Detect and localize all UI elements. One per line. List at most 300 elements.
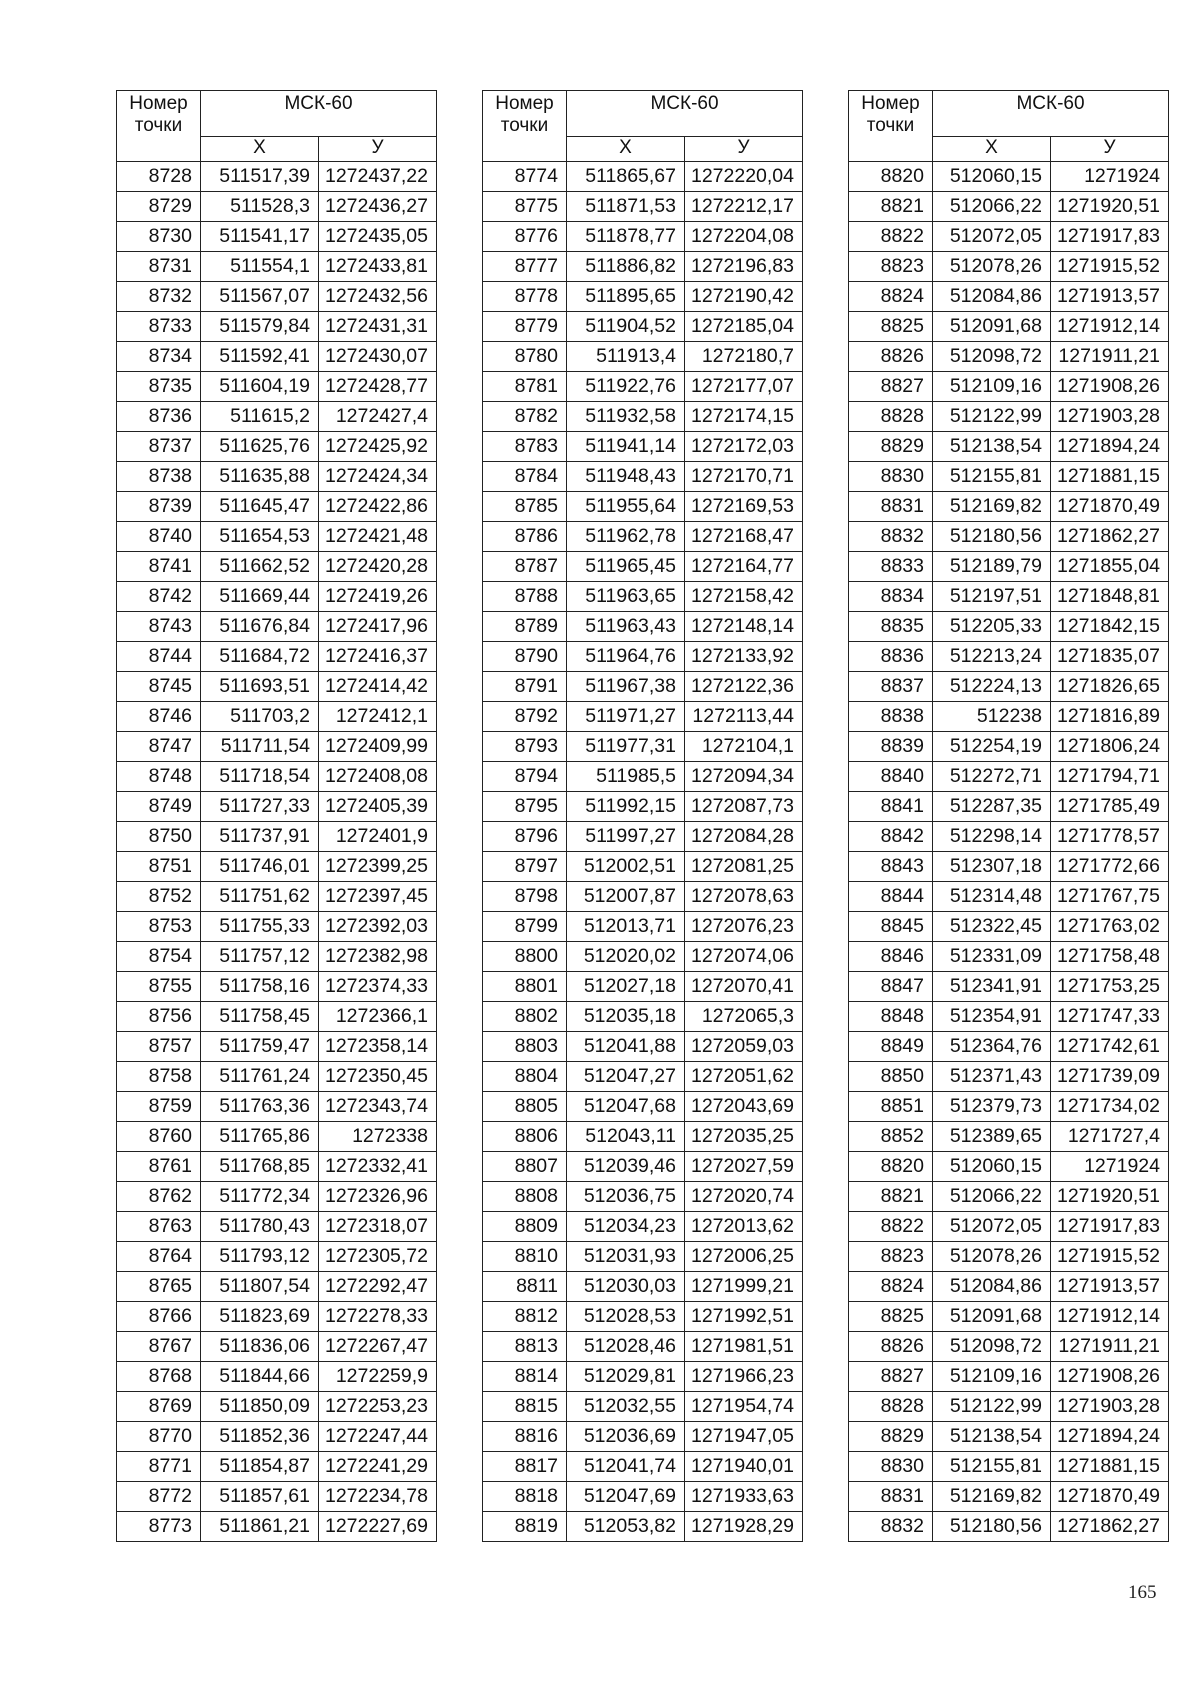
x-coordinate-cell: 512364,76 (933, 1032, 1051, 1062)
table-row (849, 552, 1169, 582)
x-coordinate-cell: 511977,31 (567, 732, 685, 762)
y-coordinate-cell: 1271767,75 (1051, 882, 1169, 912)
y-coordinate-cell: 1272212,17 (685, 192, 803, 222)
y-coordinate-cell: 1272172,03 (685, 432, 803, 462)
x-coordinate-cell: 511554,1 (201, 252, 319, 282)
y-coordinate-cell: 1272259,9 (319, 1362, 437, 1392)
table-row (483, 822, 803, 852)
y-coordinate-cell: 1272350,45 (319, 1062, 437, 1092)
point-number-cell: 8801 (483, 972, 567, 1002)
y-coordinate-cell: 1272074,06 (685, 942, 803, 972)
y-coordinate-cell: 1272405,39 (319, 792, 437, 822)
point-number-cell: 8747 (117, 732, 201, 762)
y-coordinate-cell: 1272401,9 (319, 822, 437, 852)
x-coordinate-cell: 511654,53 (201, 522, 319, 552)
y-coordinate-cell: 1271928,29 (685, 1512, 803, 1542)
y-coordinate-cell: 1271881,15 (1051, 1452, 1169, 1482)
table-row (483, 1302, 803, 1332)
point-number-cell: 8849 (849, 1032, 933, 1062)
point-number-cell: 8781 (483, 372, 567, 402)
x-coordinate-cell: 511964,76 (567, 642, 685, 672)
x-coordinate-cell: 512389,65 (933, 1122, 1051, 1152)
point-number-cell: 8766 (117, 1302, 201, 1332)
table-row (483, 162, 803, 192)
table-row (483, 1032, 803, 1062)
point-number-cell: 8816 (483, 1422, 567, 1452)
point-number-cell: 8836 (849, 642, 933, 672)
point-number-cell: 8759 (117, 1092, 201, 1122)
x-coordinate-cell: 511635,88 (201, 462, 319, 492)
x-coordinate-cell: 511886,82 (567, 252, 685, 282)
point-number-cell: 8783 (483, 432, 567, 462)
table-row (117, 822, 437, 852)
y-coordinate-cell: 1271947,05 (685, 1422, 803, 1452)
point-number-cell: 8755 (117, 972, 201, 1002)
point-number-cell: 8758 (117, 1062, 201, 1092)
x-coordinate-cell: 511517,39 (201, 162, 319, 192)
point-number-cell: 8810 (483, 1242, 567, 1272)
coordinate-system-header: МСК-60 (933, 91, 1169, 137)
table-row (483, 792, 803, 822)
x-coordinate-cell: 512078,26 (933, 1242, 1051, 1272)
x-coordinate-cell: 511895,65 (567, 282, 685, 312)
x-coordinate-cell: 511757,12 (201, 942, 319, 972)
table-row (483, 732, 803, 762)
point-number-cell: 8780 (483, 342, 567, 372)
table-row (849, 1422, 1169, 1452)
page-number: 165 (1128, 1582, 1157, 1603)
table-row (117, 1182, 437, 1212)
table-row (849, 822, 1169, 852)
y-coordinate-cell: 1271981,51 (685, 1332, 803, 1362)
table-row (483, 1392, 803, 1422)
y-coordinate-cell: 1271908,26 (1051, 372, 1169, 402)
point-number-header: Номер точки (849, 91, 933, 162)
y-coordinate-cell: 1271911,21 (1051, 342, 1169, 372)
point-number-cell: 8825 (849, 312, 933, 342)
point-number-cell: 8812 (483, 1302, 567, 1332)
y-coordinate-cell: 1272078,63 (685, 882, 803, 912)
point-number-cell: 8732 (117, 282, 201, 312)
x-coordinate-cell: 512047,27 (567, 1062, 685, 1092)
y-coordinate-cell: 1271747,33 (1051, 1002, 1169, 1032)
x-coordinate-cell: 511693,51 (201, 672, 319, 702)
y-coordinate-cell: 1272027,59 (685, 1152, 803, 1182)
point-number-cell: 8775 (483, 192, 567, 222)
table-row (849, 1302, 1169, 1332)
x-coordinate-cell: 512287,35 (933, 792, 1051, 822)
x-coordinate-cell: 512138,54 (933, 1422, 1051, 1452)
y-coordinate-cell: 1272278,33 (319, 1302, 437, 1332)
table-row (117, 342, 437, 372)
y-coordinate-cell: 1271920,51 (1051, 192, 1169, 222)
point-number-cell: 8776 (483, 222, 567, 252)
point-number-cell: 8852 (849, 1122, 933, 1152)
point-number-cell: 8848 (849, 1002, 933, 1032)
table-row (117, 792, 437, 822)
point-number-cell: 8735 (117, 372, 201, 402)
point-number-cell: 8778 (483, 282, 567, 312)
table-row (849, 672, 1169, 702)
point-number-cell: 8762 (117, 1182, 201, 1212)
point-number-cell: 8733 (117, 312, 201, 342)
x-coordinate-cell: 512043,11 (567, 1122, 685, 1152)
table-row (849, 432, 1169, 462)
table-row (483, 342, 803, 372)
point-number-cell: 8807 (483, 1152, 567, 1182)
table-row (849, 1002, 1169, 1032)
x-coordinate-cell: 512109,16 (933, 372, 1051, 402)
x-coordinate-cell: 512027,18 (567, 972, 685, 1002)
y-coordinate-cell: 1271778,57 (1051, 822, 1169, 852)
x-coordinate-cell: 511615,2 (201, 402, 319, 432)
x-coordinate-cell: 511878,77 (567, 222, 685, 252)
x-coordinate-cell: 511541,17 (201, 222, 319, 252)
x-coordinate-cell: 511662,52 (201, 552, 319, 582)
table-row (849, 702, 1169, 732)
y-coordinate-cell: 1271920,51 (1051, 1182, 1169, 1212)
x-coordinate-cell: 512091,68 (933, 312, 1051, 342)
y-coordinate-cell: 1271835,07 (1051, 642, 1169, 672)
table-row (849, 1332, 1169, 1362)
table-row (117, 492, 437, 522)
point-number-cell: 8841 (849, 792, 933, 822)
table-row (849, 1482, 1169, 1512)
x-coordinate-cell: 511746,01 (201, 852, 319, 882)
point-number-cell: 8800 (483, 942, 567, 972)
y-coordinate-cell: 1272122,36 (685, 672, 803, 702)
y-coordinate-cell: 1271940,01 (685, 1452, 803, 1482)
point-number-cell: 8839 (849, 732, 933, 762)
x-coordinate-cell: 511737,91 (201, 822, 319, 852)
y-coordinate-cell: 1272180,7 (685, 342, 803, 372)
y-coordinate-cell: 1271915,52 (1051, 252, 1169, 282)
point-number-cell: 8787 (483, 552, 567, 582)
x-coordinate-cell: 512314,48 (933, 882, 1051, 912)
point-number-cell: 8744 (117, 642, 201, 672)
x-coordinate-cell: 512020,02 (567, 942, 685, 972)
y-coordinate-cell: 1271924 (1051, 1152, 1169, 1182)
table-row (117, 522, 437, 552)
point-number-cell: 8831 (849, 1482, 933, 1512)
table-row (117, 1362, 437, 1392)
x-coordinate-cell: 512213,24 (933, 642, 1051, 672)
table-row (483, 252, 803, 282)
table-row (117, 1242, 437, 1272)
y-coordinate-cell: 1272190,42 (685, 282, 803, 312)
x-coordinate-cell: 512072,05 (933, 1212, 1051, 1242)
table-row (117, 1332, 437, 1362)
y-coordinate-cell: 1272170,71 (685, 462, 803, 492)
table-row (117, 1152, 437, 1182)
x-coordinate-cell: 512028,53 (567, 1302, 685, 1332)
y-coordinate-cell: 1272419,26 (319, 582, 437, 612)
x-coordinate-cell: 511992,15 (567, 792, 685, 822)
x-coordinate-cell: 511761,24 (201, 1062, 319, 1092)
x-coordinate-cell: 511823,69 (201, 1302, 319, 1332)
y-coordinate-cell: 1272247,44 (319, 1422, 437, 1452)
point-number-cell: 8798 (483, 882, 567, 912)
y-coordinate-cell: 1272087,73 (685, 792, 803, 822)
point-number-header: Номер точки (117, 91, 201, 162)
x-coordinate-cell: 511718,54 (201, 762, 319, 792)
table-row (483, 1002, 803, 1032)
y-coordinate-cell: 1271881,15 (1051, 462, 1169, 492)
point-number-cell: 8756 (117, 1002, 201, 1032)
table-row (849, 732, 1169, 762)
point-number-cell: 8750 (117, 822, 201, 852)
table-row (117, 1482, 437, 1512)
point-number-cell: 8770 (117, 1422, 201, 1452)
table-row (117, 972, 437, 1002)
x-coordinate-cell: 512180,56 (933, 522, 1051, 552)
point-number-cell: 8743 (117, 612, 201, 642)
table-row (849, 1242, 1169, 1272)
x-coordinate-cell: 512109,16 (933, 1362, 1051, 1392)
point-number-cell: 8797 (483, 852, 567, 882)
x-coordinate-cell: 511844,66 (201, 1362, 319, 1392)
y-column-header: У (319, 137, 437, 162)
table-row (117, 642, 437, 672)
y-coordinate-cell: 1271739,09 (1051, 1062, 1169, 1092)
x-coordinate-cell: 512028,46 (567, 1332, 685, 1362)
table-row (483, 1152, 803, 1182)
point-number-cell: 8832 (849, 1512, 933, 1542)
y-coordinate-cell: 1271870,49 (1051, 1482, 1169, 1512)
y-coordinate-cell: 1272177,07 (685, 372, 803, 402)
x-coordinate-cell: 511727,33 (201, 792, 319, 822)
x-coordinate-cell: 511711,54 (201, 732, 319, 762)
point-number-cell: 8765 (117, 1272, 201, 1302)
point-number-cell: 8790 (483, 642, 567, 672)
point-number-header: Номер точки (483, 91, 567, 162)
x-coordinate-cell: 511567,07 (201, 282, 319, 312)
table-row (483, 972, 803, 1002)
y-coordinate-cell: 1271842,15 (1051, 612, 1169, 642)
x-coordinate-cell: 512371,43 (933, 1062, 1051, 1092)
y-coordinate-cell: 1272332,41 (319, 1152, 437, 1182)
x-coordinate-cell: 512002,51 (567, 852, 685, 882)
point-number-cell: 8745 (117, 672, 201, 702)
y-coordinate-cell: 1271862,27 (1051, 522, 1169, 552)
point-number-cell: 8752 (117, 882, 201, 912)
x-coordinate-cell: 511955,64 (567, 492, 685, 522)
y-coordinate-cell: 1271954,74 (685, 1392, 803, 1422)
table-row (117, 552, 437, 582)
table-row (849, 582, 1169, 612)
point-number-cell: 8830 (849, 462, 933, 492)
y-coordinate-cell: 1272104,1 (685, 732, 803, 762)
table-row (483, 762, 803, 792)
point-number-cell: 8823 (849, 1242, 933, 1272)
x-coordinate-cell: 512180,56 (933, 1512, 1051, 1542)
point-number-cell: 8736 (117, 402, 201, 432)
x-coordinate-cell: 511755,33 (201, 912, 319, 942)
table-row (117, 282, 437, 312)
point-number-cell: 8786 (483, 522, 567, 552)
table-row (483, 642, 803, 672)
y-coordinate-cell: 1272436,27 (319, 192, 437, 222)
table-row (483, 1242, 803, 1272)
point-number-cell: 8768 (117, 1362, 201, 1392)
y-coordinate-cell: 1272424,34 (319, 462, 437, 492)
table-row (849, 762, 1169, 792)
x-coordinate-cell: 512039,46 (567, 1152, 685, 1182)
y-coordinate-cell: 1271794,71 (1051, 762, 1169, 792)
point-number-cell: 8794 (483, 762, 567, 792)
y-coordinate-cell: 1272174,15 (685, 402, 803, 432)
table-row (849, 222, 1169, 252)
x-coordinate-cell: 511922,76 (567, 372, 685, 402)
y-coordinate-cell: 1271917,83 (1051, 222, 1169, 252)
y-coordinate-cell: 1271912,14 (1051, 1302, 1169, 1332)
point-number-cell: 8834 (849, 582, 933, 612)
y-coordinate-cell: 1272366,1 (319, 1002, 437, 1032)
point-number-cell: 8822 (849, 1212, 933, 1242)
table-row (117, 432, 437, 462)
table-row (849, 882, 1169, 912)
x-coordinate-cell: 511703,2 (201, 702, 319, 732)
point-number-cell: 8806 (483, 1122, 567, 1152)
table-row (483, 492, 803, 522)
y-coordinate-cell: 1271862,27 (1051, 1512, 1169, 1542)
y-coordinate-cell: 1271848,81 (1051, 582, 1169, 612)
coordinate-tables (0, 90, 1200, 1570)
x-coordinate-cell: 512036,75 (567, 1182, 685, 1212)
point-number-cell: 8840 (849, 762, 933, 792)
table-row (849, 162, 1169, 192)
y-column-header: У (1051, 137, 1169, 162)
point-number-cell: 8804 (483, 1062, 567, 1092)
x-coordinate-cell: 512047,69 (567, 1482, 685, 1512)
y-coordinate-cell: 1272326,96 (319, 1182, 437, 1212)
table-row (117, 1512, 437, 1542)
point-number-cell: 8845 (849, 912, 933, 942)
x-coordinate-cell: 511836,06 (201, 1332, 319, 1362)
x-coordinate-cell: 511758,16 (201, 972, 319, 1002)
point-number-cell: 8824 (849, 1272, 933, 1302)
x-coordinate-cell: 511963,65 (567, 582, 685, 612)
x-coordinate-cell: 512238 (933, 702, 1051, 732)
y-coordinate-cell: 1272412,1 (319, 702, 437, 732)
table-row (849, 1032, 1169, 1062)
point-number-cell: 8785 (483, 492, 567, 522)
y-coordinate-cell: 1272094,34 (685, 762, 803, 792)
y-coordinate-cell: 1271894,24 (1051, 1422, 1169, 1452)
x-coordinate-cell: 511780,43 (201, 1212, 319, 1242)
table-row (117, 1452, 437, 1482)
x-coordinate-cell: 512066,22 (933, 1182, 1051, 1212)
x-coordinate-cell: 512035,18 (567, 1002, 685, 1032)
y-coordinate-cell: 1272076,23 (685, 912, 803, 942)
y-coordinate-cell: 1272158,42 (685, 582, 803, 612)
x-coordinate-cell: 512029,81 (567, 1362, 685, 1392)
point-number-cell: 8760 (117, 1122, 201, 1152)
y-coordinate-cell: 1272433,81 (319, 252, 437, 282)
point-number-cell: 8728 (117, 162, 201, 192)
point-number-cell: 8740 (117, 522, 201, 552)
y-coordinate-cell: 1272253,23 (319, 1392, 437, 1422)
table-row (117, 1122, 437, 1152)
point-number-cell: 8772 (117, 1482, 201, 1512)
table-row (483, 702, 803, 732)
table-row (849, 972, 1169, 1002)
point-number-cell: 8829 (849, 1422, 933, 1452)
y-coordinate-cell: 1272241,29 (319, 1452, 437, 1482)
point-number-cell: 8782 (483, 402, 567, 432)
point-number-cell: 8818 (483, 1482, 567, 1512)
table-row (483, 552, 803, 582)
table-row (483, 1452, 803, 1482)
table-row (117, 1272, 437, 1302)
y-coordinate-cell: 1271806,24 (1051, 732, 1169, 762)
x-column-header: Х (933, 137, 1051, 162)
table-row (483, 882, 803, 912)
y-coordinate-cell: 1272006,25 (685, 1242, 803, 1272)
table-row (849, 642, 1169, 672)
x-coordinate-cell: 511604,19 (201, 372, 319, 402)
table-row (849, 312, 1169, 342)
y-coordinate-cell: 1271911,21 (1051, 1332, 1169, 1362)
table-row (483, 222, 803, 252)
table-row (849, 1272, 1169, 1302)
x-coordinate-cell: 512122,99 (933, 402, 1051, 432)
table-row (117, 852, 437, 882)
point-number-cell: 8792 (483, 702, 567, 732)
table-row (117, 1002, 437, 1032)
table-row (483, 1332, 803, 1362)
table-row (849, 492, 1169, 522)
point-number-cell: 8829 (849, 432, 933, 462)
y-coordinate-cell: 1272428,77 (319, 372, 437, 402)
x-coordinate-cell: 511592,41 (201, 342, 319, 372)
table-row (483, 852, 803, 882)
y-coordinate-cell: 1272113,44 (685, 702, 803, 732)
table-row (849, 1392, 1169, 1422)
table-row (849, 792, 1169, 822)
y-coordinate-cell: 1272414,42 (319, 672, 437, 702)
x-coordinate-cell: 511985,5 (567, 762, 685, 792)
x-coordinate-cell: 511971,27 (567, 702, 685, 732)
y-coordinate-cell: 1272374,33 (319, 972, 437, 1002)
x-coordinate-cell: 512013,71 (567, 912, 685, 942)
table-row (117, 702, 437, 732)
table-row (849, 342, 1169, 372)
point-number-cell: 8828 (849, 402, 933, 432)
table-row (849, 1092, 1169, 1122)
x-coordinate-cell: 511965,45 (567, 552, 685, 582)
y-coordinate-cell: 1272196,83 (685, 252, 803, 282)
y-coordinate-cell: 1271785,49 (1051, 792, 1169, 822)
y-coordinate-cell: 1271903,28 (1051, 402, 1169, 432)
x-coordinate-cell: 512007,87 (567, 882, 685, 912)
x-coordinate-cell: 511913,4 (567, 342, 685, 372)
x-coordinate-cell: 512307,18 (933, 852, 1051, 882)
y-coordinate-cell: 1272065,3 (685, 1002, 803, 1032)
y-coordinate-cell: 1272318,07 (319, 1212, 437, 1242)
y-coordinate-cell: 1272169,53 (685, 492, 803, 522)
x-coordinate-cell: 512254,19 (933, 732, 1051, 762)
y-coordinate-cell: 1272168,47 (685, 522, 803, 552)
x-coordinate-cell: 512098,72 (933, 1332, 1051, 1362)
point-number-cell: 8731 (117, 252, 201, 282)
table-row (483, 1482, 803, 1512)
point-number-cell: 8749 (117, 792, 201, 822)
x-coordinate-cell: 511684,72 (201, 642, 319, 672)
table-row (117, 1422, 437, 1452)
y-coordinate-cell: 1271933,63 (685, 1482, 803, 1512)
point-number-cell: 8851 (849, 1092, 933, 1122)
